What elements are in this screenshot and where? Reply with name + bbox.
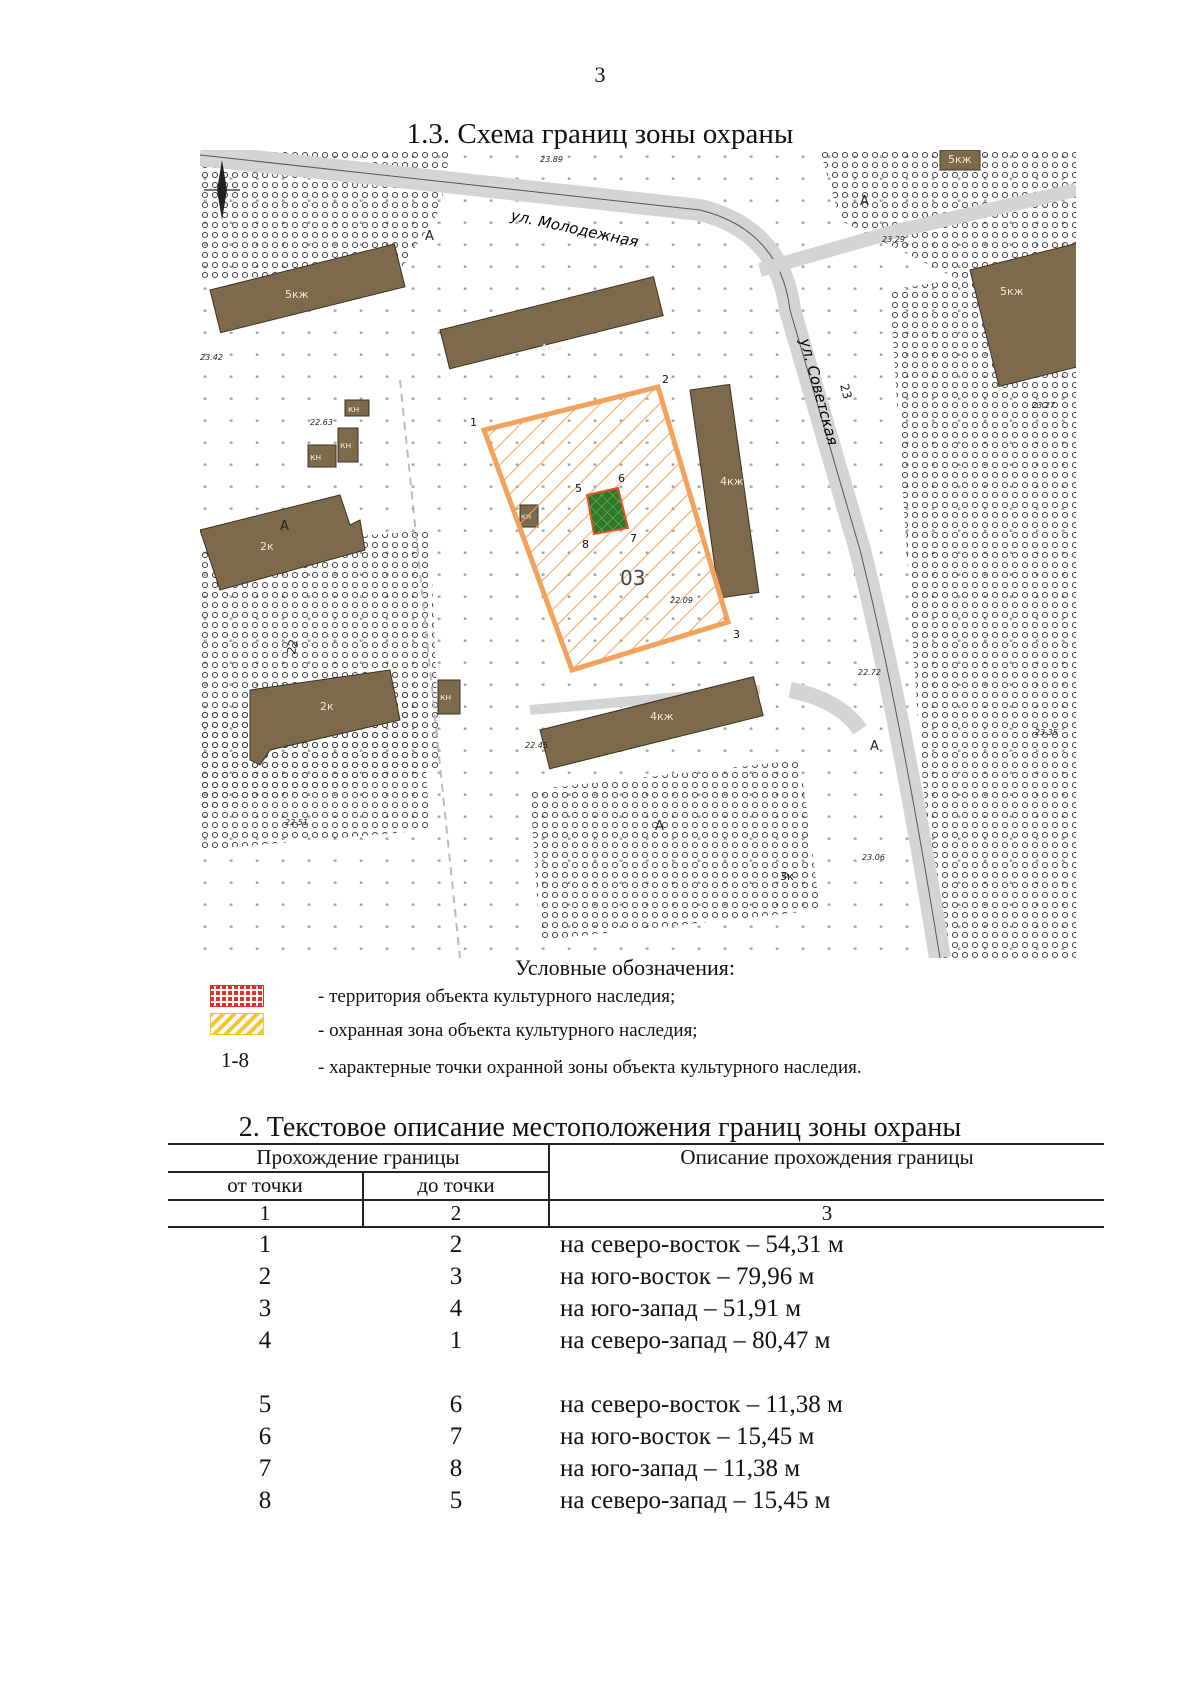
row-4-to: 1 — [449, 1327, 463, 1354]
legend-territory-text: - территория объекта культурного наследия; — [318, 986, 676, 1007]
point-label-7: 7 — [630, 532, 637, 545]
row-2-to: 3 — [449, 1263, 463, 1290]
point-label-8: 8 — [582, 538, 589, 551]
height-label-11: 23.06 — [862, 853, 885, 862]
height-label-9: 22.45 — [525, 741, 548, 750]
row-3-to: 4 — [449, 1295, 463, 1322]
letter-a-5: А — [425, 229, 434, 244]
row-1-desc: на северо-восток – 54,31 м — [560, 1231, 844, 1258]
label-kiosk-3: кн — [348, 405, 360, 415]
header-col3: 3 — [821, 1201, 833, 1225]
label-building-2k-southwest: 2к — [320, 700, 334, 713]
point-label-3: 3 — [733, 628, 740, 641]
legend-title: Условные обозначения: — [515, 955, 736, 980]
label-building-5kzh-ne: 5кж — [948, 153, 972, 166]
height-label-5: 22.63 — [310, 418, 333, 427]
row-3-from: 3 — [258, 1295, 272, 1322]
header-passage: Прохождение границы — [256, 1145, 460, 1169]
row-8-to: 5 — [449, 1487, 463, 1514]
row-8-desc: на северо-запад – 15,45 м — [560, 1487, 831, 1514]
row-3-desc: на юго-запад – 51,91 м — [560, 1295, 802, 1322]
height-label-8: 23.35 — [1035, 728, 1058, 737]
table-number-line — [168, 1226, 1104, 1228]
header-to: до точки — [417, 1173, 495, 1197]
height-label-2: 23.29 — [882, 235, 905, 244]
page-number: 3 — [594, 62, 606, 87]
legend-points-text: - характерные точки охранной зоны объекта культурного наследия. — [318, 1057, 862, 1078]
letter-a-1: А — [280, 519, 289, 534]
point-label-5: 5 — [575, 482, 582, 495]
legend-zone-swatch — [210, 1013, 264, 1035]
label-building-2k-west: 2к — [260, 540, 274, 553]
legend-zone-text: - охранная зона объекта культурного наследия; — [318, 1020, 698, 1041]
header-from: от точки — [227, 1173, 303, 1197]
section-title: 2. Текстовое описание местоположения границ зоны охраны — [238, 1112, 962, 1143]
zone-code-label: 03 — [620, 566, 646, 590]
label-building-5kzh-west: 5кж — [285, 288, 309, 301]
height-label-3: 23.27 — [1032, 401, 1055, 410]
label-kiosk-1: кн — [310, 453, 322, 463]
row-5-desc: на северо-восток – 11,38 м — [560, 1391, 843, 1418]
legend-territory-swatch — [210, 985, 264, 1007]
letter-a-3: А — [870, 739, 879, 754]
street-label-molodezhnaya: ул. Молодежная — [509, 206, 641, 251]
header-col2: 2 — [450, 1201, 462, 1225]
row-6-to: 7 — [449, 1423, 463, 1450]
letter-a-4: А — [860, 194, 869, 209]
height-label-4: 23.42 — [200, 353, 223, 362]
header-description: Описание прохождения границы — [680, 1145, 974, 1169]
contour-label-22: 22 — [284, 638, 301, 656]
label-building-5kzh-east: 5кж — [1000, 285, 1024, 298]
row-7-desc: на юго-запад – 11,38 м — [560, 1455, 801, 1482]
label-building-4kzh-east: 4кж — [720, 475, 744, 488]
row-6-from: 6 — [258, 1423, 272, 1450]
row-7-to: 8 — [449, 1455, 463, 1482]
boundary-scheme-map — [200, 150, 1076, 958]
row-4-desc: на северо-запад – 80,47 м — [560, 1327, 831, 1354]
row-1-from: 1 — [258, 1231, 272, 1258]
contour-label-23: 23 — [837, 382, 855, 401]
dotted-area-s — [530, 760, 820, 940]
row-2-from: 2 — [258, 1263, 272, 1290]
row-8-from: 8 — [258, 1487, 272, 1514]
letter-a-2: А — [655, 819, 664, 834]
row-4-from: 4 — [258, 1327, 272, 1354]
label-building-3k: 3к — [780, 870, 794, 883]
label-building-4kzh-south: 4кж — [650, 710, 674, 723]
label-kiosk-4: кн — [440, 693, 452, 703]
point-label-6: 6 — [618, 472, 625, 485]
row-6-desc: на юго-восток – 15,45 м — [560, 1423, 815, 1450]
height-label-6: 22.09 — [670, 596, 693, 605]
row-1-to: 2 — [449, 1231, 463, 1258]
label-kiosk-2: кн — [340, 441, 352, 451]
height-label-7: 22.72 — [858, 668, 881, 677]
scheme-title: 1.3. Схема границ зоны охраны — [406, 118, 794, 150]
row-2-desc: на юго-восток – 79,96 м — [560, 1263, 815, 1290]
point-label-1: 1 — [470, 416, 477, 429]
street-label-sovetskaya: ул. Советская — [796, 336, 842, 448]
height-label-10: 22.51 — [285, 818, 308, 827]
height-label-1: 23.89 — [540, 155, 563, 164]
header-col1: 1 — [259, 1201, 271, 1225]
row-5-to: 6 — [449, 1391, 463, 1418]
row-5-from: 5 — [258, 1391, 272, 1418]
label-building-4kzh-north: 4кж — [540, 342, 564, 355]
row-7-from: 7 — [258, 1455, 272, 1482]
point-label-2: 2 — [662, 373, 669, 386]
legend-points-symbol: 1-8 — [221, 1048, 249, 1072]
